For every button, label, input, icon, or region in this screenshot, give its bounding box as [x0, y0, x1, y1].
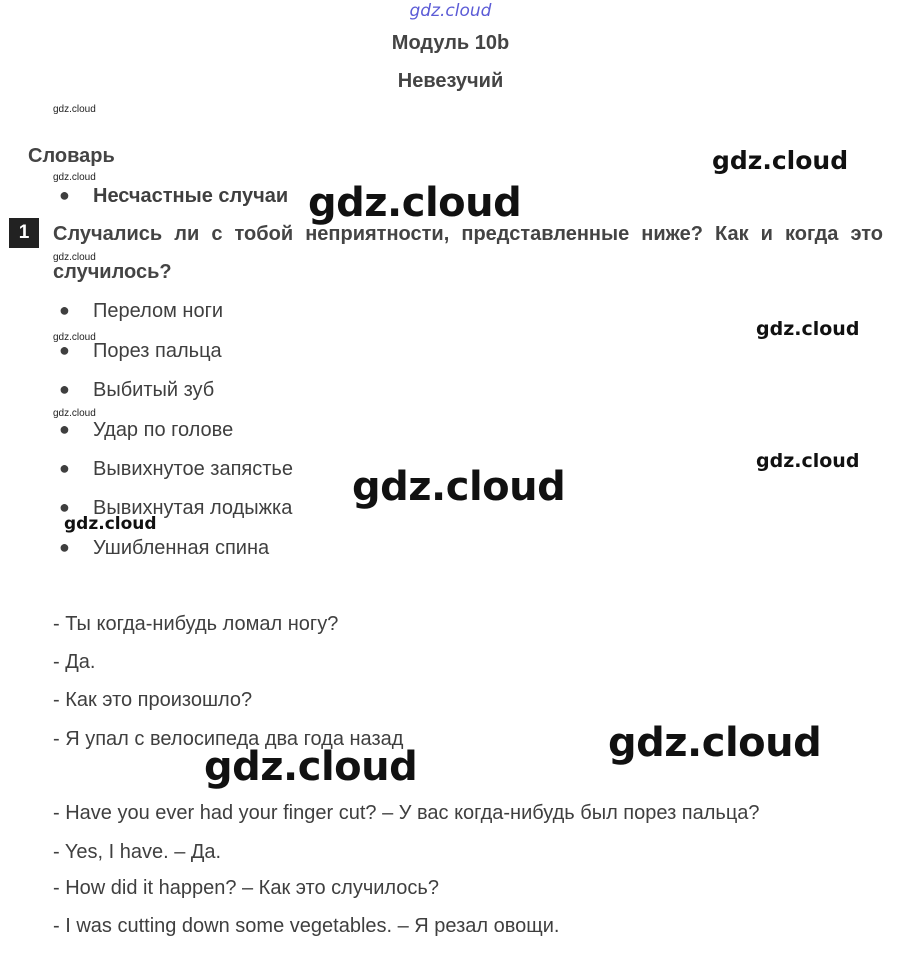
dialogue-line: - How did it happen? – Как это случилось?: [53, 877, 439, 899]
bullet-icon: ●: [59, 458, 70, 478]
task-item: [59, 300, 224, 323]
watermark-small: gdz.cloud: [756, 318, 860, 340]
dialogue-line: - Have you ever had your finger cut? – У вас когда-нибудь был порез пальца?: [53, 802, 760, 824]
task-text: Случались ли с тобой неприятности, представленные ниже? Как и когда это случилось?: [53, 223, 883, 283]
watermark-big: gdz.cloud: [608, 720, 822, 766]
task-item: [59, 379, 215, 402]
task-item: [59, 419, 234, 442]
bullet-icon: ●: [59, 537, 70, 557]
vocabulary-item-label: Несчастные случаи: [93, 185, 289, 207]
lesson-title: Невезучий: [397, 70, 504, 92]
bullet-icon: ●: [59, 419, 70, 439]
dialogue-line: - Как это произошло?: [53, 689, 253, 711]
module-title: Модуль 10b: [391, 32, 510, 54]
task-number-badge: 1: [9, 218, 39, 248]
dialogue-line: - Ты когда-нибудь ломал ногу?: [53, 613, 339, 635]
bullet-icon: ●: [59, 379, 70, 399]
dialogue-line: - Да.: [53, 651, 96, 673]
top-watermark: gdz.cloud: [409, 1, 492, 21]
task-item-label: Перелом ноги: [93, 300, 224, 322]
watermark-big: gdz.cloud: [204, 744, 418, 790]
watermark-tiny: gdz.cloud: [53, 172, 96, 183]
task-item: [59, 458, 293, 481]
watermark-small: gdz.cloud: [64, 514, 157, 534]
bullet-icon: ●: [59, 340, 70, 360]
watermark-big: gdz.cloud: [352, 464, 566, 510]
task-item-label: Вывихнутая лодыжка: [93, 497, 293, 519]
bullet-icon: ●: [59, 185, 70, 205]
watermark-tiny: gdz.cloud: [53, 252, 96, 263]
dialogue-line: - Я упал с велосипеда два года назад: [53, 728, 404, 750]
watermark-tiny: gdz.cloud: [53, 104, 96, 115]
watermark-big: gdz.cloud: [308, 180, 522, 226]
task-item-label: Удар по голове: [93, 419, 234, 441]
vocabulary-item: [59, 185, 289, 208]
bullet-icon: ●: [59, 497, 70, 517]
task-item-label: Вывихнутое запястье: [93, 458, 293, 480]
vocabulary-heading: Словарь: [28, 145, 115, 167]
dialogue-line: - I was cutting down some vegetables. – Я резал овощи.: [53, 915, 560, 937]
task-item: [59, 537, 270, 560]
bullet-icon: ●: [59, 300, 70, 320]
watermark-tiny: gdz.cloud: [53, 332, 96, 343]
task-item: [59, 340, 222, 363]
task-item-label: Ушибленная спина: [93, 537, 270, 559]
task-item-label: Выбитый зуб: [93, 379, 215, 401]
watermark-small: gdz.cloud: [756, 450, 860, 472]
dialogue-line: - Yes, I have. – Да.: [53, 841, 222, 863]
task-item-label: Порез пальца: [93, 340, 222, 362]
watermark-mid: gdz.cloud: [712, 146, 849, 175]
watermark-tiny: gdz.cloud: [53, 408, 96, 419]
